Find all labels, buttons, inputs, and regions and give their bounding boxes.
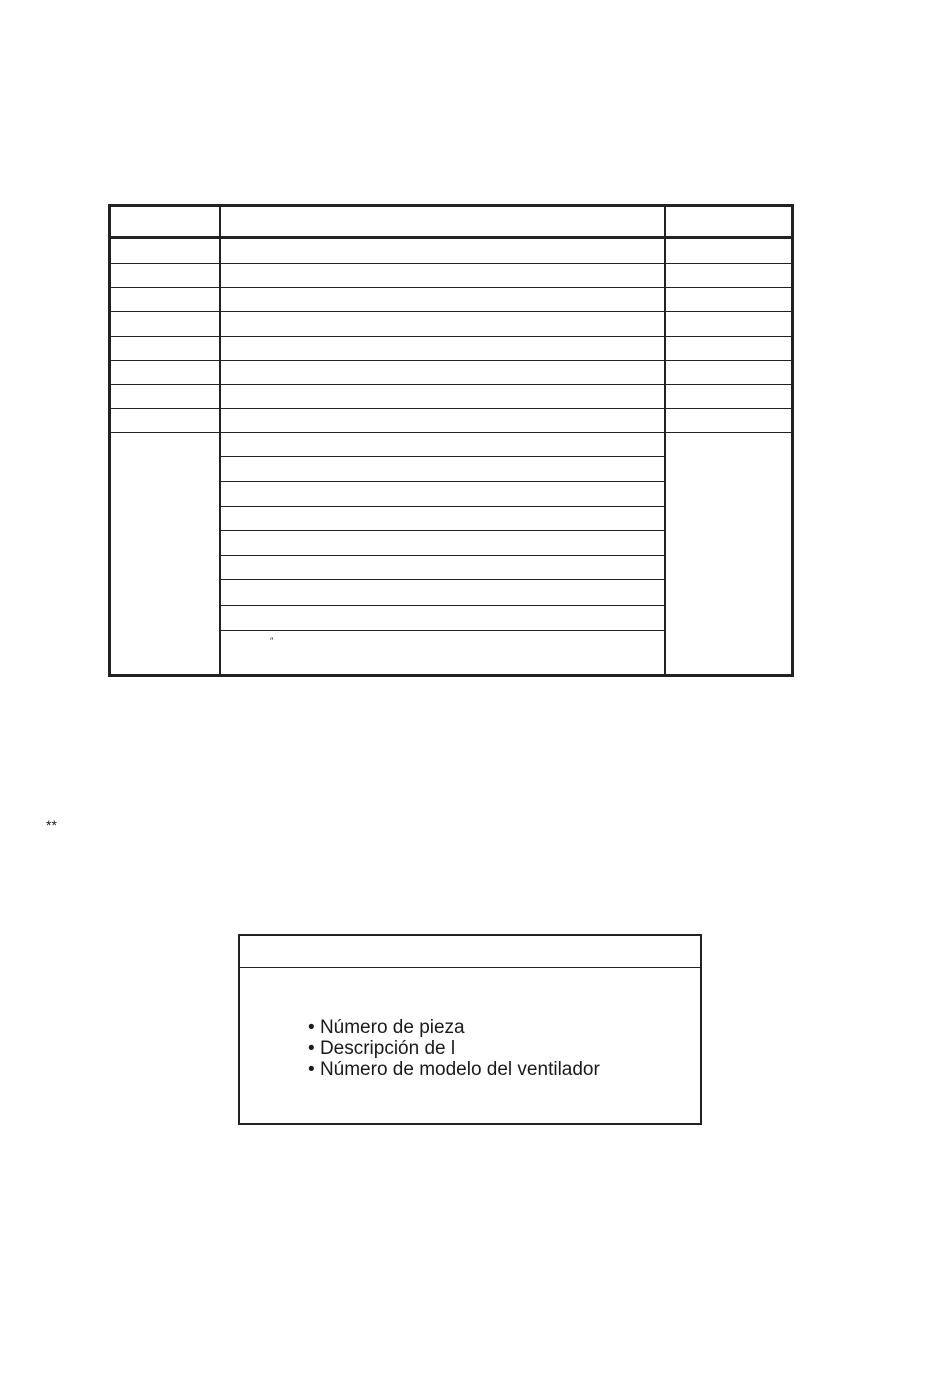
sub-row-divider — [221, 579, 664, 580]
row-divider — [111, 311, 791, 312]
footnote-stars: ** — [46, 817, 57, 833]
column-divider — [664, 207, 666, 674]
stray-mark: ″ — [270, 636, 274, 646]
list-item: • Descripción de l — [308, 1038, 600, 1059]
sub-row-divider — [221, 555, 664, 556]
row-divider — [111, 336, 791, 337]
list-item: • Número de pieza — [308, 1017, 600, 1038]
row-divider — [111, 384, 791, 385]
ordering-info-list — [308, 1017, 600, 1080]
sub-row-divider — [221, 456, 664, 457]
sub-row-divider — [221, 530, 664, 531]
sub-row-divider — [221, 481, 664, 482]
parts-table — [108, 204, 794, 677]
sub-row-divider — [221, 506, 664, 507]
box-header-divider — [240, 967, 700, 968]
row-divider — [111, 408, 791, 409]
column-divider — [219, 207, 221, 674]
row-divider — [111, 263, 791, 264]
header-divider — [111, 236, 791, 239]
row-divider — [111, 287, 791, 288]
sub-row-divider — [221, 630, 664, 631]
list-item: • Número de modelo del ventilador — [308, 1059, 600, 1080]
ordering-info-box — [238, 934, 702, 1125]
row-divider — [111, 360, 791, 361]
sub-row-divider — [221, 605, 664, 606]
row-divider — [111, 432, 791, 433]
